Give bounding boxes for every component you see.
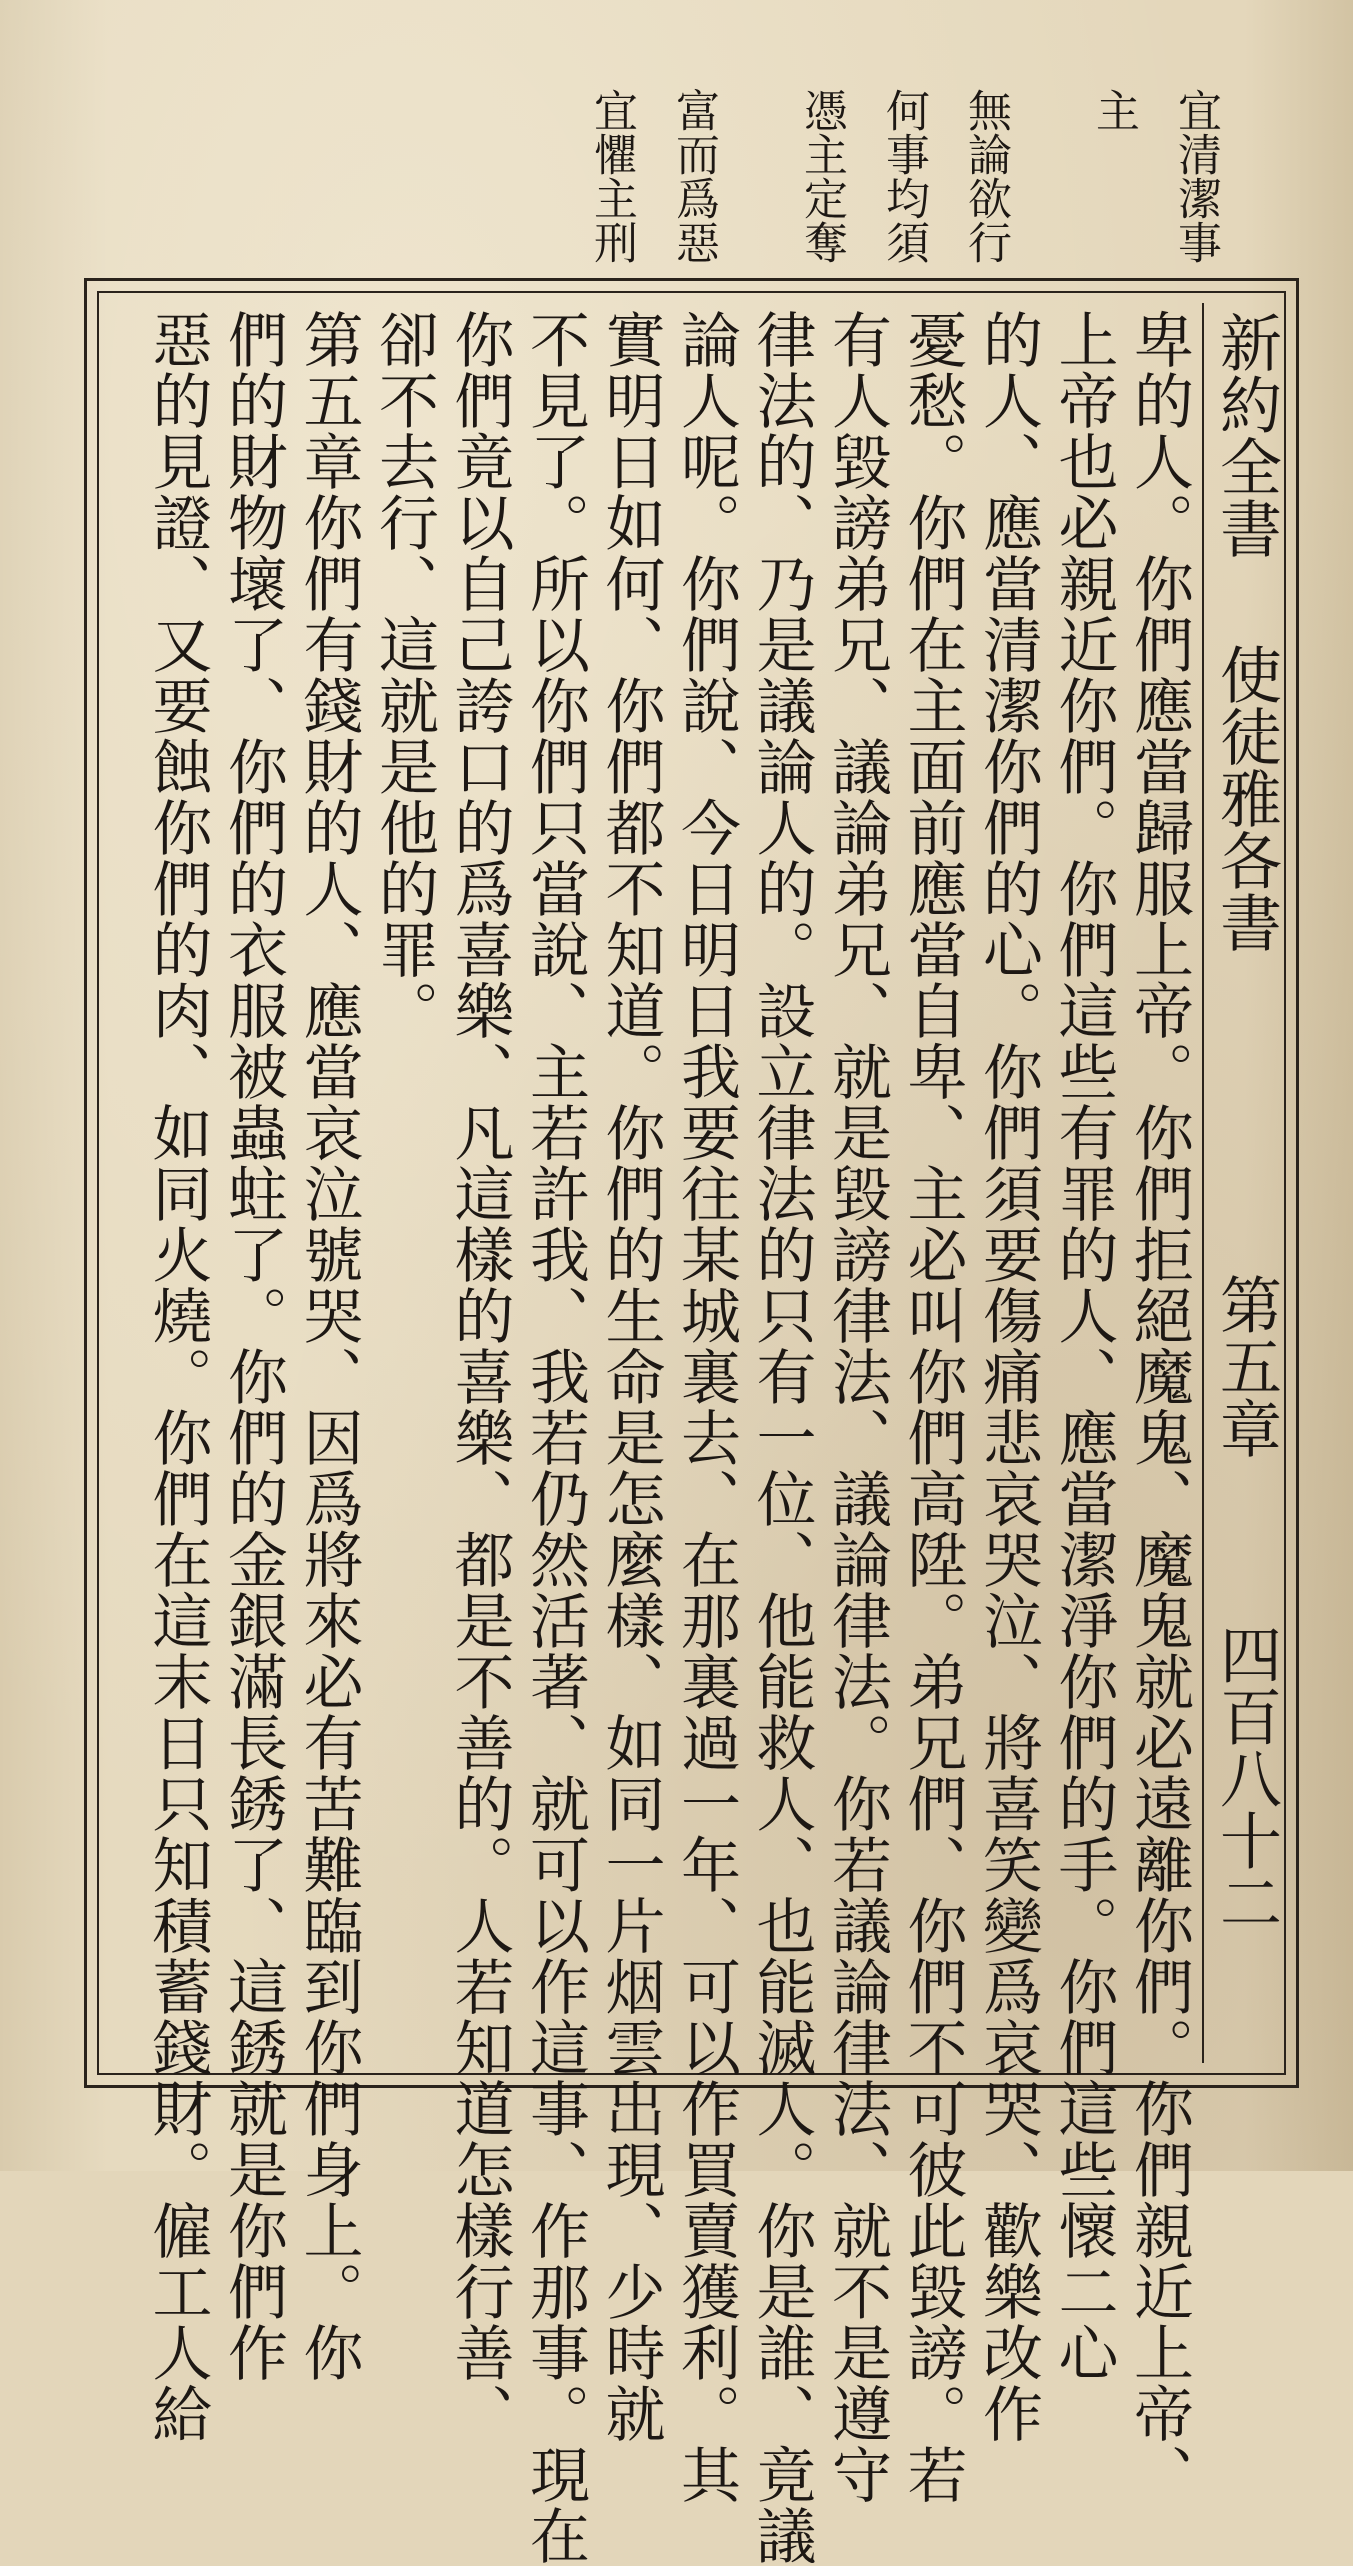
text-column: 惡的見證、又要蝕你們的肉、如同火燒。你們在這末日只知積蓄錢財。僱工人給 [142,309,213,2444]
book-title: 新約全書 [1209,311,1283,559]
margin-note: 宜懼主刑 [586,88,637,264]
text-column: 第五章你們有錢財的人、應當哀泣號哭、因爲將來必有苦難臨到你們身上。你 [293,309,364,2383]
text-column: 你們竟以自己誇口的爲喜樂、凡這樣的喜樂、都是不善的。人若知道怎樣行善、 [444,309,515,2444]
margin-note: 無論欲行 [960,88,1011,264]
body-text [142,309,1194,2566]
margin-notes [240,88,1220,273]
text-frame [84,278,1299,2566]
text-column: 卑的人。你們應當歸服上帝。你們拒絕魔鬼、魔鬼就必遠離你們。你們親近上帝、 [1124,309,1194,2505]
text-column: 的人、應當清潔你們的心。你們須要傷痛悲哀哭泣、將喜笑變爲哀哭、歡樂改作 [973,309,1043,2444]
page-number: 四百八十二 [1209,1623,1283,1933]
text-column: 不見了。所以你們只當說、主若許我、我若仍然活著、就可以作這事、作那事。現在 [520,309,590,2566]
text-column: 有人毀謗弟兄、議論弟兄、就是毀謗律法、議論律法。你若議論律法、就不是遵守 [822,309,892,2505]
book-subtitle: 使徒雅各書 [1209,643,1283,953]
margin-note: 主 [1088,88,1139,132]
margin-note: 宜清潔事 [1170,88,1221,264]
running-header [1202,303,1288,2063]
margin-note: 富而爲惡 [668,88,719,264]
text-column: 論人呢。你們說、今日明日我要往某城裏去、在那裏過一年、可以作買賣獲利。其 [671,309,741,2505]
text-column: 卻不去行、這就是他的罪。 [369,309,439,1041]
chapter-label: 第五章 [1209,1273,1283,1459]
text-column: 律法的、乃是議論人的。設立律法的只有一位、他能救人、也能滅人。你是誰、竟議 [746,309,817,2566]
text-column: 上帝也必親近你們。你們這些有罪的人、應當潔淨你們的手。你們這些懷二心 [1048,309,1119,2383]
text-column: 們的財物壞了、你們的衣服被蟲蛀了。你們的金銀滿長銹了、這銹就是你們作 [218,309,288,2383]
margin-note: 憑主定奪 [796,88,847,264]
text-column: 憂愁。你們在主面前應當自卑、主必叫你們高陞。弟兄們、你們不可彼此毀謗。若 [897,309,968,2505]
text-column: 實明日如何、你們都不知道。你們的生命是怎麼樣、如同一片烟雲出現、少時就 [595,309,666,2444]
margin-note: 何事均須 [878,88,929,264]
